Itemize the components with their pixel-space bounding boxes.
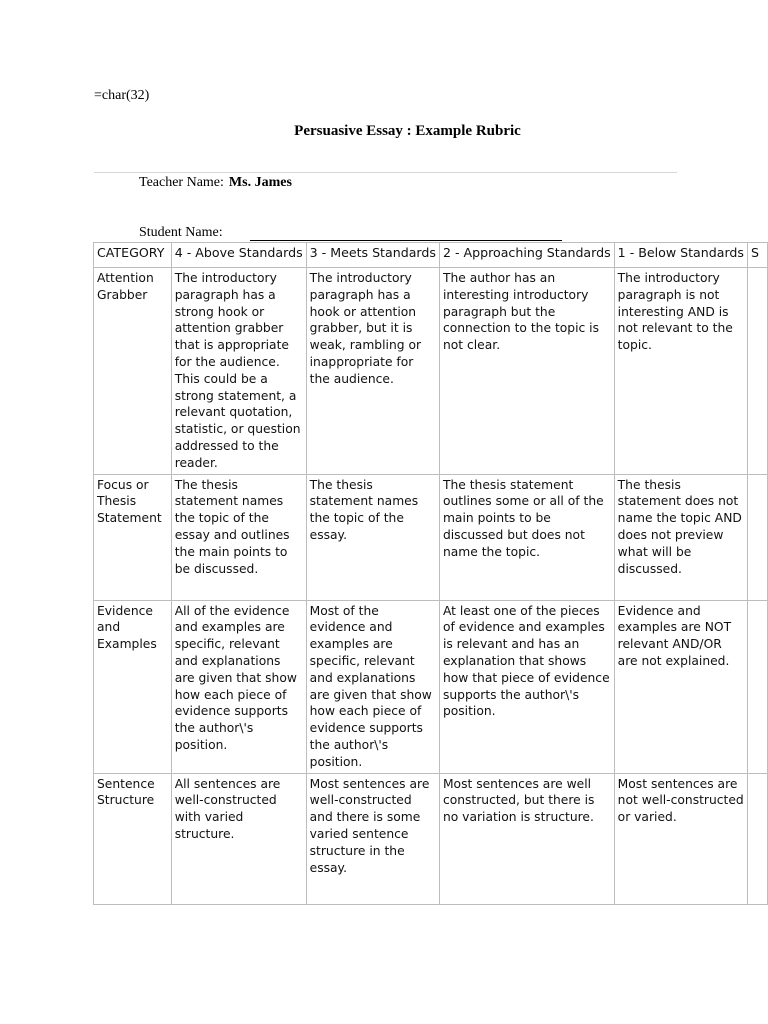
horizontal-divider xyxy=(94,172,677,173)
criteria-cell: The introductory paragraph has a strong hook or attention grabber that is appropriate for the audience. This could be a strong statement, a relevant quotation, statistic, or question addressed to the reader. xyxy=(171,268,306,475)
rubric-table xyxy=(93,242,768,905)
teacher-name-value: Ms. James xyxy=(228,175,292,190)
header-score-partial: S xyxy=(747,243,767,268)
teacher-name-label: Teacher Name: xyxy=(139,175,224,190)
criteria-cell: All sentences are well-constructed with varied structure. xyxy=(171,773,306,904)
criteria-cell: Most sentences are well constructed, but there is no variation is structure. xyxy=(439,773,614,904)
criteria-cell: The introductory paragraph has a hook or attention grabber, but it is weak, rambling or inappropriate for the audience. xyxy=(306,268,439,475)
criteria-cell: Most sentences are well-constructed and there is some varied sentence structure in the essay. xyxy=(306,773,439,904)
table-row xyxy=(94,268,768,475)
criteria-cell: The thesis statement names the topic of the essay and outlines the main points to be discussed. xyxy=(171,474,306,600)
header-meets-standards: 3 - Meets Standards xyxy=(306,243,439,268)
score-cell xyxy=(747,773,767,904)
student-name-row xyxy=(139,225,223,241)
header-below-standards: 1 - Below Standards xyxy=(614,243,747,268)
criteria-cell: All of the evidence and examples are specific, relevant and explanations are given that show how each piece of evidence supports the author\'s position. xyxy=(171,600,306,773)
criteria-cell: Most of the evidence and examples are specific, relevant and explanations are given that show how each piece of evidence supports the author\'s position. xyxy=(306,600,439,773)
table-row xyxy=(94,773,768,904)
header-above-standards: 4 - Above Standards xyxy=(171,243,306,268)
category-cell: Attention Grabber xyxy=(94,268,172,475)
formula-text: =char(32) xyxy=(94,88,150,103)
criteria-cell: The thesis statement outlines some or all of the main points to be discussed but does not name the topic. xyxy=(439,474,614,600)
score-cell xyxy=(747,268,767,475)
criteria-cell: The introductory paragraph is not interesting AND is not relevant to the topic. xyxy=(614,268,747,475)
header-category: CATEGORY xyxy=(94,243,172,268)
header-approaching-standards: 2 - Approaching Standards xyxy=(439,243,614,268)
page-title: Persuasive Essay : Example Rubric xyxy=(294,123,521,139)
table-row xyxy=(94,474,768,600)
score-cell xyxy=(747,474,767,600)
teacher-name-row xyxy=(139,175,292,191)
student-name-label: Student Name: xyxy=(139,225,223,240)
criteria-cell: Evidence and examples are NOT relevant AND/OR are not explained. xyxy=(614,600,747,773)
category-cell: Focus or Thesis Statement xyxy=(94,474,172,600)
category-cell: Evidence and Examples xyxy=(94,600,172,773)
criteria-cell: The thesis statement names the topic of the essay. xyxy=(306,474,439,600)
criteria-cell: The thesis statement does not name the topic AND does not preview what will be discussed. xyxy=(614,474,747,600)
score-cell xyxy=(747,600,767,773)
rubric-header-row xyxy=(94,243,768,268)
criteria-cell: Most sentences are not well-constructed or varied. xyxy=(614,773,747,904)
criteria-cell: At least one of the pieces of evidence and examples is relevant and has an explanation that shows how that piece of evidence supports the author\'s position. xyxy=(439,600,614,773)
criteria-cell: The author has an interesting introductory paragraph but the connection to the topic is not clear. xyxy=(439,268,614,475)
category-cell: Sentence Structure xyxy=(94,773,172,904)
table-row xyxy=(94,600,768,773)
student-name-blank-line xyxy=(250,240,562,241)
